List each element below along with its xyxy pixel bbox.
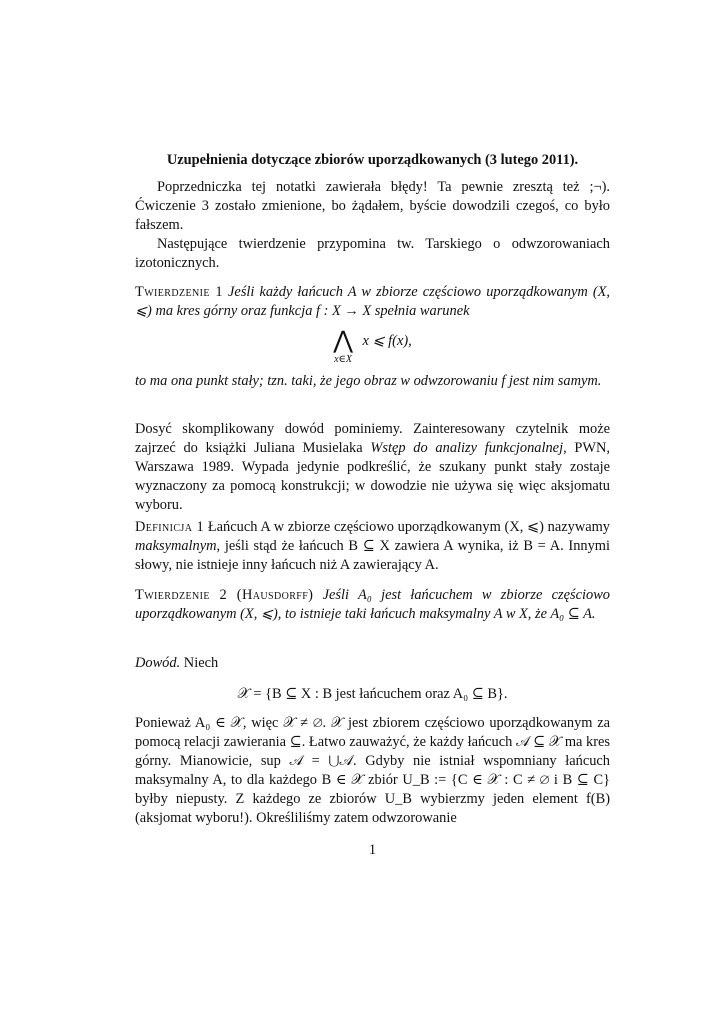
theorem-1-formula [135,330,610,365]
remark-paragraph: Dosyć skomplikowany dowód pominiemy. Zainteresowany czytelnik może zajrzeć do książki Juliana Musielaka Wstęp do analizy funkcjonalnej, PWN, Warszawa 1989. Wypada jedynie podkreślić, że szukany punkt stały zostaje wyznaczony za pomocą konstrukcji; w dowodzie nie używa się więc aksjomatu wyboru. [135,421,611,513]
big-wedge-subscript: x∈X [334,354,353,365]
theorem-2-body: Jeśli A₀ jest łańcuchem w zbiorze częściowo uporządkowanym (X, ⩽), to istnieje taki łańcuch maksymalny A w X, że A₀ ⊆ A. [135,587,610,622]
theorem-2 [135,586,610,624]
intro-paragraph-1: Poprzedniczka tej notatki zawierała błędy! Ta pewnie zresztą też ;¬). Ćwiczenie 3 zostało zmienione, bo żądałem, byście dowodzili czegoś, co było fałszem. [135,179,610,233]
proof-start: Dowód. Niech [135,655,219,671]
definition-1-label: Definicja 1 [135,519,205,535]
intro-paragraph-2: Następujące twierdzenie przypomina tw. Tarskiego o odwzorowaniach izotonicznych. [135,236,610,271]
big-wedge-operator: ⋀ [333,328,353,354]
proof-formula: 𝒳 = {B ⊆ X : B jest łańcuchem oraz A₀ ⊆ B}. [237,686,508,702]
theorem-1-formula-text: x ⩽ f(x), [362,333,412,349]
page-number: 1 [368,842,377,858]
proof-body: Ponieważ A₀ ∈ 𝒳, więc 𝒳 ≠ ∅. 𝒳 jest zbiorem częściowo uporządkowanym za pomocą relacji zawierania ⊆. Łatwo zauważyć, że każdy łańcuch 𝒜 ⊆ 𝒳 ma kres górny. Mianowicie, sup 𝒜 = ⋃𝒜. Gdyby nie istniał wspomniany łańcuch maksymalny A, to dla każdego B ∈ 𝒳 zbiór U_B := {C ∈ 𝒳 : C ≠ ∅ i B ⊆ C} byłby niepusty. Z każdego ze zbiorów U_B wybierzmy jeden element f(B) (aksjomat wyboru!). Określiliśmy zatem odwzorowanie [135,715,610,826]
theorem-1-label: Twierdzenie 1 [135,284,223,300]
page-title: Uzupełnienia dotyczące zbiorów uporządkowanych (3 lutego 2011). [166,152,579,168]
theorem-1-body: Jeśli każdy łańcuch A w zbiorze częściowo uporządkowanym (X, ⩽) ma kres górny oraz funkcja f : X → X spełnia warunek [135,284,610,319]
definition-term: maksymalnym [135,538,217,554]
theorem-1-conclusion: to ma ona punkt stały; tzn. taki, że jego obraz w odwzorowaniu f jest nim samym. [135,373,602,389]
definition-1: Definicja 1 Łańcuch A w zbiorze częściowo uporządkowanym (X, ⩽) nazywamy maksymalnym, jeśli stąd że łańcuch B ⊆ X zawiera A wynika, iż B = A. Innymi słowy, nie istnieje inny łańcuch niż A zawierający A. [135,519,611,573]
book-title: Wstęp do analizy funkcjonalnej [370,440,564,456]
theorem-1 [135,283,610,321]
theorem-2-label: Twierdzenie 2 (Hausdorff) [135,587,314,603]
proof-label: Dowód. [135,655,181,671]
